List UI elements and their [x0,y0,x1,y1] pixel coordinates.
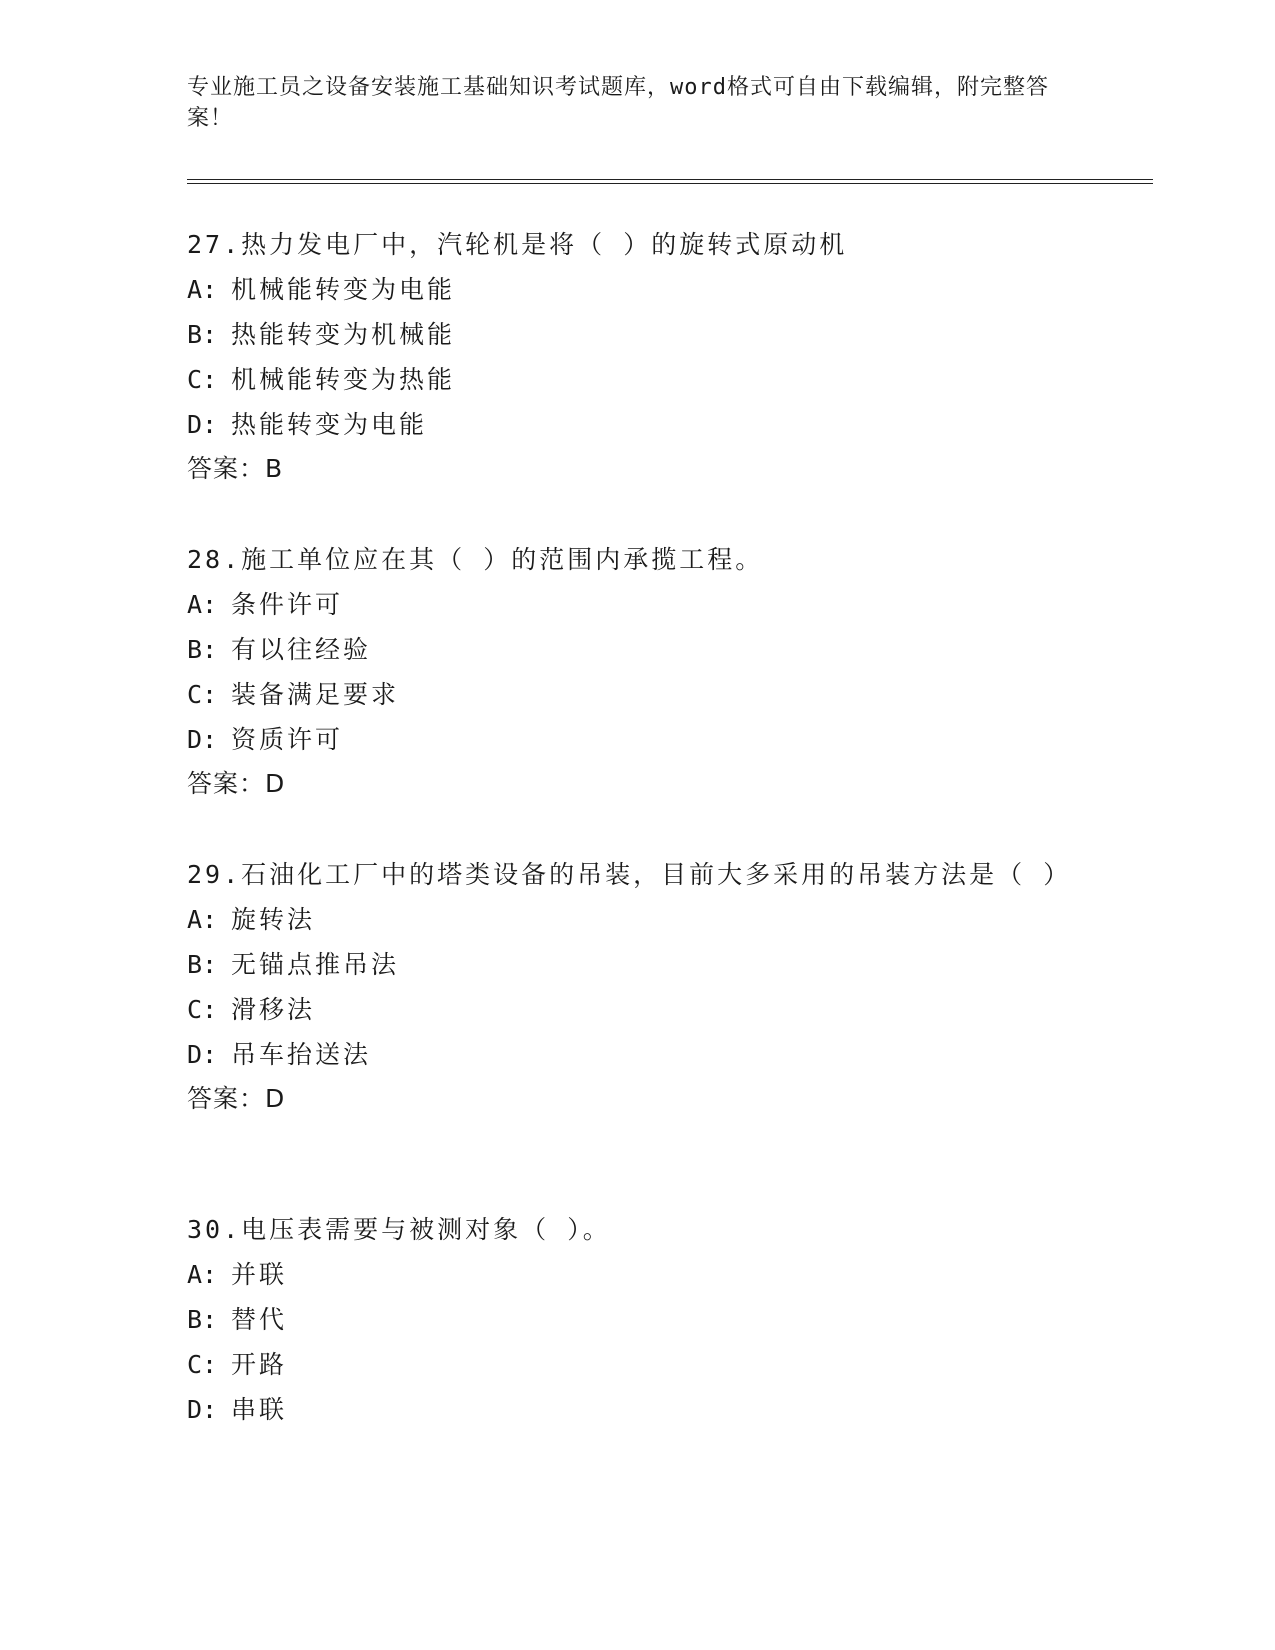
option-letter: D: [187,725,218,754]
option-c [187,993,1067,1026]
answer-label: 答案：B [187,454,284,483]
question-stem: 30.电压表需要与被测对象（ ）。 [187,1215,611,1244]
option-c [187,678,1067,711]
question-stem: 29.石油化工厂中的塔类设备的吊装，目前大多采用的吊装方法是（ ） [187,860,1072,889]
question-28 [187,543,1067,800]
question-stem: 28.施工单位应在其（ ）的范围内承揽工程。 [187,545,764,574]
option-text: 机械能转变为电能 [231,275,456,304]
option-text: 热能转变为机械能 [231,320,456,349]
option-c [187,1348,1067,1381]
option-b [187,948,1067,981]
option-text: 热能转变为电能 [231,410,428,439]
option-text: 无锚点推吊法 [231,950,400,979]
option-letter: B: [187,320,218,349]
option-text: 滑移法 [231,995,316,1024]
question-stem: 27.热力发电厂中，汽轮机是将（ ）的旋转式原动机 [187,230,848,259]
option-letter: C: [187,1350,218,1379]
question-30 [187,1213,1067,1426]
question-29 [187,858,1072,1115]
option-text: 开路 [231,1350,288,1379]
option-letter: B: [187,950,218,979]
option-text: 串联 [231,1395,288,1424]
option-letter: D: [187,410,218,439]
option-letter: C: [187,680,218,709]
option-a [187,273,1067,306]
header-divider [187,179,1153,184]
option-text: 资质许可 [231,725,344,754]
option-text: 旋转法 [231,905,316,934]
option-a [187,903,1067,936]
option-letter: A: [187,905,218,934]
answer-label: 答案：D [187,1084,286,1113]
option-text: 替代 [231,1305,288,1334]
option-text: 吊车抬送法 [231,1040,372,1069]
option-b [187,318,1067,351]
option-letter: A: [187,275,218,304]
option-a [187,1258,1067,1291]
document-intro: 专业施工员之设备安装施工基础知识考试题库，word格式可自由下载编辑，附完整答案！ [187,75,1049,131]
option-d [187,1393,1067,1426]
option-letter: B: [187,1305,218,1334]
option-letter: C: [187,995,218,1024]
option-text: 条件许可 [231,590,344,619]
option-letter: A: [187,590,218,619]
option-d [187,408,1067,441]
option-d [187,723,1067,756]
option-letter: D: [187,1395,218,1424]
option-b [187,633,1067,666]
option-text: 装备满足要求 [231,680,400,709]
option-letter: A: [187,1260,218,1289]
option-text: 并联 [231,1260,288,1289]
option-text: 有以往经验 [231,635,372,664]
option-d [187,1038,1067,1071]
option-b [187,1303,1067,1336]
option-letter: B: [187,635,218,664]
question-27 [187,228,1067,485]
option-letter: C: [187,365,218,394]
option-c [187,363,1067,396]
option-text: 机械能转变为热能 [231,365,456,394]
answer-label: 答案：D [187,769,286,798]
option-a [187,588,1067,621]
option-letter: D: [187,1040,218,1069]
